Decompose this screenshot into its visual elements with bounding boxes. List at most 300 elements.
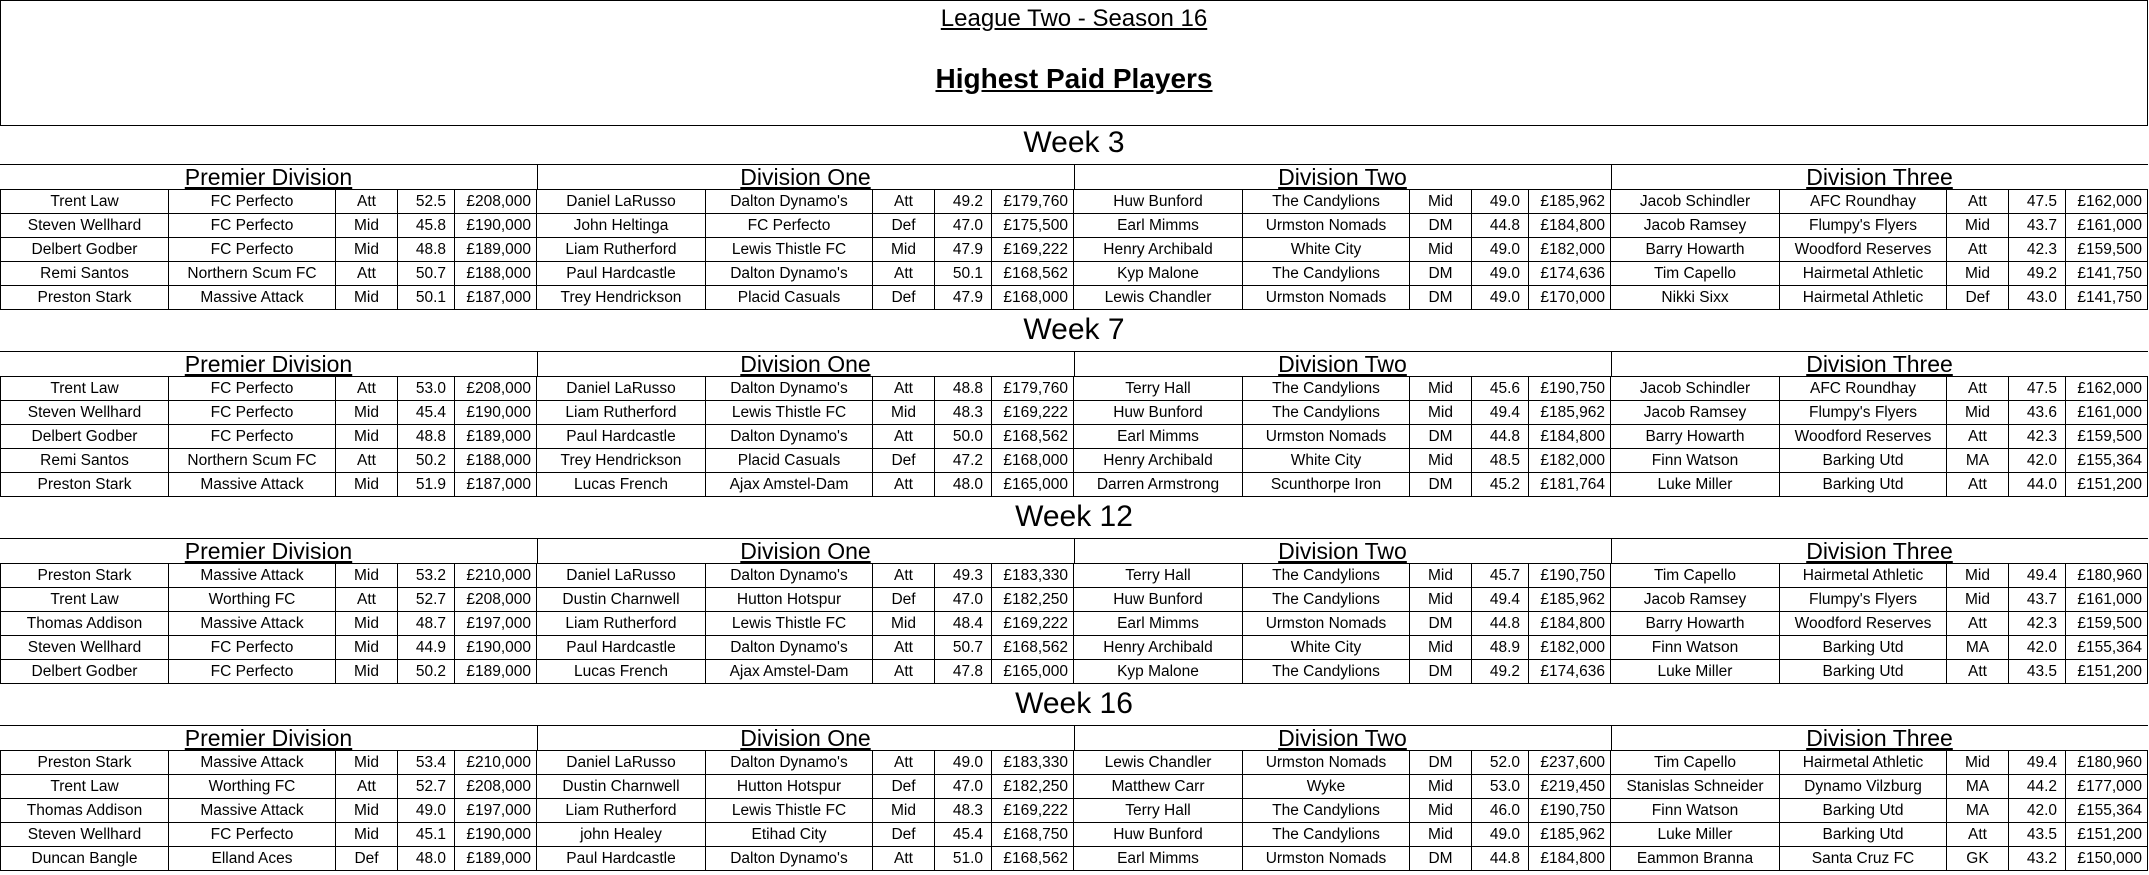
position: Att bbox=[336, 449, 398, 472]
player-name: Thomas Addison bbox=[0, 799, 169, 822]
rating: 44.8 bbox=[1472, 847, 1529, 870]
position: Def bbox=[873, 823, 935, 846]
position: Def bbox=[873, 588, 935, 611]
position: Att bbox=[1947, 190, 2009, 213]
wage: £188,000 bbox=[455, 262, 537, 285]
division-title-division-one: Division One bbox=[740, 351, 871, 377]
club-name: The Candylions bbox=[1243, 190, 1410, 213]
wage: £187,000 bbox=[455, 286, 537, 309]
club-name: Dalton Dynamo's bbox=[706, 262, 873, 285]
rating: 49.3 bbox=[935, 564, 992, 587]
player-name: Nikki Sixx bbox=[1611, 286, 1780, 309]
position: Mid bbox=[336, 238, 398, 261]
club-name: The Candylions bbox=[1243, 660, 1410, 683]
rating: 45.4 bbox=[935, 823, 992, 846]
wage: £182,000 bbox=[1529, 238, 1611, 261]
club-name: The Candylions bbox=[1243, 377, 1410, 400]
rating: 48.0 bbox=[398, 847, 455, 870]
division-title-premier-division: Premier Division bbox=[184, 538, 353, 564]
position: Att bbox=[873, 262, 935, 285]
wage: £184,800 bbox=[1529, 847, 1611, 870]
player-name: john Healey bbox=[537, 823, 706, 846]
player-name: Terry Hall bbox=[1074, 564, 1243, 587]
wage: £155,364 bbox=[2066, 799, 2148, 822]
club-name: FC Perfecto bbox=[169, 214, 336, 237]
club-name: Massive Attack bbox=[169, 564, 336, 587]
club-name: Dalton Dynamo's bbox=[706, 636, 873, 659]
division-divider bbox=[1074, 538, 1075, 564]
rating: 44.9 bbox=[398, 636, 455, 659]
rating: 43.0 bbox=[2009, 286, 2066, 309]
player-name: Dustin Charnwell bbox=[537, 775, 706, 798]
club-name: Hairmetal Athletic bbox=[1780, 262, 1947, 285]
wage: £169,222 bbox=[992, 612, 1074, 635]
club-name: Elland Aces bbox=[169, 847, 336, 870]
rating: 49.2 bbox=[2009, 262, 2066, 285]
player-name: Earl Mimms bbox=[1074, 847, 1243, 870]
table-row bbox=[0, 214, 2148, 238]
position: Att bbox=[336, 262, 398, 285]
player-name: Lucas French bbox=[537, 660, 706, 683]
position: Att bbox=[873, 847, 935, 870]
player-name: Huw Bunford bbox=[1074, 823, 1243, 846]
player-name: Huw Bunford bbox=[1074, 190, 1243, 213]
division-divider bbox=[1074, 725, 1075, 751]
division-title-premier-division: Premier Division bbox=[184, 351, 353, 377]
player-name: Thomas Addison bbox=[0, 612, 169, 635]
rating: 49.4 bbox=[1472, 588, 1529, 611]
player-name: Luke Miller bbox=[1611, 660, 1780, 683]
player-name: Trey Hendrickson bbox=[537, 286, 706, 309]
player-name: Jacob Schindler bbox=[1611, 190, 1780, 213]
rating: 48.3 bbox=[935, 799, 992, 822]
division-title-division-three: Division Three bbox=[1806, 725, 1953, 751]
position: Mid bbox=[1410, 823, 1472, 846]
club-name: Lewis Thistle FC bbox=[706, 612, 873, 635]
wage: £165,000 bbox=[992, 660, 1074, 683]
club-name: FC Perfecto bbox=[169, 377, 336, 400]
club-name: Placid Casuals bbox=[706, 286, 873, 309]
club-name: Hairmetal Athletic bbox=[1780, 751, 1947, 774]
wage: £185,962 bbox=[1529, 823, 1611, 846]
position: Mid bbox=[1947, 401, 2009, 424]
wage: £168,562 bbox=[992, 636, 1074, 659]
club-name: Massive Attack bbox=[169, 751, 336, 774]
player-name: Earl Mimms bbox=[1074, 214, 1243, 237]
week-heading: Week 7 bbox=[1023, 313, 1125, 346]
position: Mid bbox=[336, 636, 398, 659]
club-name: Wyke bbox=[1243, 775, 1410, 798]
position: Mid bbox=[336, 751, 398, 774]
rating: 53.2 bbox=[398, 564, 455, 587]
player-name: Barry Howarth bbox=[1611, 238, 1780, 261]
player-name: Terry Hall bbox=[1074, 377, 1243, 400]
position: Mid bbox=[1410, 377, 1472, 400]
position: Att bbox=[873, 660, 935, 683]
player-name: Liam Rutherford bbox=[537, 799, 706, 822]
table-row bbox=[0, 377, 2148, 401]
rating: 49.4 bbox=[1472, 401, 1529, 424]
wage: £155,364 bbox=[2066, 636, 2148, 659]
club-name: Ajax Amstel-Dam bbox=[706, 660, 873, 683]
wage: £182,250 bbox=[992, 775, 1074, 798]
player-name: Duncan Bangle bbox=[0, 847, 169, 870]
wage: £182,250 bbox=[992, 588, 1074, 611]
position: Mid bbox=[1410, 775, 1472, 798]
position: Mid bbox=[336, 286, 398, 309]
club-name: Barking Utd bbox=[1780, 636, 1947, 659]
player-name: Trent Law bbox=[0, 775, 169, 798]
player-name: Lewis Chandler bbox=[1074, 286, 1243, 309]
table-row bbox=[0, 612, 2148, 636]
wage: £161,000 bbox=[2066, 214, 2148, 237]
position: MA bbox=[1947, 636, 2009, 659]
club-name: Urmston Nomads bbox=[1243, 612, 1410, 635]
club-name: Hairmetal Athletic bbox=[1780, 564, 1947, 587]
division-title-division-two: Division Two bbox=[1278, 725, 1407, 751]
rating: 43.7 bbox=[2009, 214, 2066, 237]
club-name: Hairmetal Athletic bbox=[1780, 286, 1947, 309]
wage: £208,000 bbox=[455, 588, 537, 611]
rating: 42.0 bbox=[2009, 636, 2066, 659]
player-name: Daniel LaRusso bbox=[537, 377, 706, 400]
player-name: Lewis Chandler bbox=[1074, 751, 1243, 774]
division-divider bbox=[537, 725, 538, 751]
position: Att bbox=[336, 588, 398, 611]
wage: £190,000 bbox=[455, 636, 537, 659]
player-name: Paul Hardcastle bbox=[537, 262, 706, 285]
player-name: Daniel LaRusso bbox=[537, 751, 706, 774]
rating: 48.5 bbox=[1472, 449, 1529, 472]
position: Def bbox=[336, 847, 398, 870]
club-name: FC Perfecto bbox=[169, 401, 336, 424]
division-title-division-two: Division Two bbox=[1278, 538, 1407, 564]
position: MA bbox=[1947, 449, 2009, 472]
position: Mid bbox=[873, 799, 935, 822]
rating: 50.1 bbox=[935, 262, 992, 285]
rating: 51.0 bbox=[935, 847, 992, 870]
position: Mid bbox=[1947, 751, 2009, 774]
wage: £183,330 bbox=[992, 564, 1074, 587]
club-name: FC Perfecto bbox=[169, 660, 336, 683]
position: Mid bbox=[1410, 588, 1472, 611]
rating: 47.0 bbox=[935, 775, 992, 798]
wage: £190,750 bbox=[1529, 377, 1611, 400]
wage: £185,962 bbox=[1529, 401, 1611, 424]
wage: £169,222 bbox=[992, 799, 1074, 822]
player-name: Tim Capello bbox=[1611, 751, 1780, 774]
position: Att bbox=[336, 775, 398, 798]
rating: 43.5 bbox=[2009, 823, 2066, 846]
club-name: Dalton Dynamo's bbox=[706, 377, 873, 400]
position: Att bbox=[873, 425, 935, 448]
rating: 45.6 bbox=[1472, 377, 1529, 400]
player-name: Trent Law bbox=[0, 377, 169, 400]
player-name: Trent Law bbox=[0, 190, 169, 213]
club-name: AFC Roundhay bbox=[1780, 377, 1947, 400]
position: Att bbox=[873, 564, 935, 587]
rating: 51.9 bbox=[398, 473, 455, 496]
wage: £151,200 bbox=[2066, 823, 2148, 846]
rating: 44.8 bbox=[1472, 425, 1529, 448]
position: DM bbox=[1410, 473, 1472, 496]
wage: £189,000 bbox=[455, 425, 537, 448]
wage: £141,750 bbox=[2066, 286, 2148, 309]
club-name: The Candylions bbox=[1243, 799, 1410, 822]
club-name: Massive Attack bbox=[169, 799, 336, 822]
position: Mid bbox=[873, 612, 935, 635]
rating: 48.3 bbox=[935, 401, 992, 424]
player-name: Liam Rutherford bbox=[537, 238, 706, 261]
rating: 44.2 bbox=[2009, 775, 2066, 798]
player-name: Terry Hall bbox=[1074, 799, 1243, 822]
player-name: Trey Hendrickson bbox=[537, 449, 706, 472]
player-name: Tim Capello bbox=[1611, 564, 1780, 587]
rating: 53.0 bbox=[1472, 775, 1529, 798]
rating: 49.0 bbox=[1472, 190, 1529, 213]
player-name: Finn Watson bbox=[1611, 799, 1780, 822]
wage: £219,450 bbox=[1529, 775, 1611, 798]
rating: 52.5 bbox=[398, 190, 455, 213]
player-name: Tim Capello bbox=[1611, 262, 1780, 285]
club-name: Urmston Nomads bbox=[1243, 751, 1410, 774]
table-row bbox=[0, 473, 2148, 497]
club-name: Worthing FC bbox=[169, 775, 336, 798]
player-name: Delbert Godber bbox=[0, 660, 169, 683]
wage: £151,200 bbox=[2066, 660, 2148, 683]
position: Att bbox=[1947, 238, 2009, 261]
rating: 49.2 bbox=[1472, 660, 1529, 683]
position: Att bbox=[336, 377, 398, 400]
division-title-division-one: Division One bbox=[740, 164, 871, 190]
wage: £210,000 bbox=[455, 751, 537, 774]
club-name: Northern Scum FC bbox=[169, 449, 336, 472]
position: GK bbox=[1947, 847, 2009, 870]
position: MA bbox=[1947, 799, 2009, 822]
wage: £150,000 bbox=[2066, 847, 2148, 870]
player-name: Finn Watson bbox=[1611, 449, 1780, 472]
position: Def bbox=[873, 286, 935, 309]
league-title: League Two - Season 16 bbox=[940, 5, 1208, 32]
division-title-division-one: Division One bbox=[740, 538, 871, 564]
position: DM bbox=[1410, 262, 1472, 285]
position: Att bbox=[873, 751, 935, 774]
wage: £208,000 bbox=[455, 190, 537, 213]
rating: 42.3 bbox=[2009, 238, 2066, 261]
player-name: Huw Bunford bbox=[1074, 401, 1243, 424]
table-row bbox=[0, 401, 2148, 425]
wage: £165,000 bbox=[992, 473, 1074, 496]
position: DM bbox=[1410, 751, 1472, 774]
player-name: Finn Watson bbox=[1611, 636, 1780, 659]
player-name: Henry Archibald bbox=[1074, 449, 1243, 472]
wage: £190,750 bbox=[1529, 799, 1611, 822]
club-name: Hutton Hotspur bbox=[706, 775, 873, 798]
club-name: Hutton Hotspur bbox=[706, 588, 873, 611]
wage: £168,750 bbox=[992, 823, 1074, 846]
player-name: Liam Rutherford bbox=[537, 401, 706, 424]
table-row bbox=[0, 425, 2148, 449]
position: Mid bbox=[1947, 564, 2009, 587]
division-title-premier-division: Premier Division bbox=[184, 164, 353, 190]
player-name: Henry Archibald bbox=[1074, 636, 1243, 659]
position: Mid bbox=[1410, 636, 1472, 659]
rating: 42.3 bbox=[2009, 425, 2066, 448]
position: Att bbox=[336, 190, 398, 213]
player-name: Preston Stark bbox=[0, 564, 169, 587]
rating: 47.5 bbox=[2009, 190, 2066, 213]
position: Def bbox=[873, 214, 935, 237]
club-name: Dalton Dynamo's bbox=[706, 847, 873, 870]
wage: £188,000 bbox=[455, 449, 537, 472]
rating: 45.8 bbox=[398, 214, 455, 237]
page-title: Highest Paid Players bbox=[935, 63, 1213, 94]
rating: 49.0 bbox=[935, 751, 992, 774]
rating: 44.8 bbox=[1472, 214, 1529, 237]
division-divider bbox=[537, 538, 538, 564]
rating: 42.3 bbox=[2009, 612, 2066, 635]
wage: £141,750 bbox=[2066, 262, 2148, 285]
position: Att bbox=[1947, 377, 2009, 400]
player-name: Darren Armstrong bbox=[1074, 473, 1243, 496]
rating: 45.2 bbox=[1472, 473, 1529, 496]
wage: £183,330 bbox=[992, 751, 1074, 774]
division-divider bbox=[537, 164, 538, 190]
position: Mid bbox=[336, 823, 398, 846]
position: Mid bbox=[1410, 401, 1472, 424]
rating: 47.9 bbox=[935, 286, 992, 309]
rating: 50.7 bbox=[398, 262, 455, 285]
wage: £182,000 bbox=[1529, 636, 1611, 659]
wage: £210,000 bbox=[455, 564, 537, 587]
wage: £184,800 bbox=[1529, 425, 1611, 448]
club-name: Woodford Reserves bbox=[1780, 425, 1947, 448]
wage: £151,200 bbox=[2066, 473, 2148, 496]
club-name: The Candylions bbox=[1243, 564, 1410, 587]
table-row bbox=[0, 449, 2148, 473]
position: Def bbox=[1947, 286, 2009, 309]
club-name: Urmston Nomads bbox=[1243, 425, 1410, 448]
club-name: Worthing FC bbox=[169, 588, 336, 611]
club-name: Ajax Amstel-Dam bbox=[706, 473, 873, 496]
position: DM bbox=[1410, 847, 1472, 870]
wage: £181,764 bbox=[1529, 473, 1611, 496]
position: Mid bbox=[336, 799, 398, 822]
rating: 48.4 bbox=[935, 612, 992, 635]
position: DM bbox=[1410, 660, 1472, 683]
position: Mid bbox=[1410, 238, 1472, 261]
club-name: The Candylions bbox=[1243, 262, 1410, 285]
wage: £174,636 bbox=[1529, 660, 1611, 683]
player-name: Daniel LaRusso bbox=[537, 190, 706, 213]
wage: £161,000 bbox=[2066, 588, 2148, 611]
club-name: The Candylions bbox=[1243, 588, 1410, 611]
club-name: Barking Utd bbox=[1780, 449, 1947, 472]
rating: 45.7 bbox=[1472, 564, 1529, 587]
table-row bbox=[0, 238, 2148, 262]
rating: 43.2 bbox=[2009, 847, 2066, 870]
player-name: Huw Bunford bbox=[1074, 588, 1243, 611]
rating: 42.0 bbox=[2009, 449, 2066, 472]
club-name: Lewis Thistle FC bbox=[706, 401, 873, 424]
wage: £189,000 bbox=[455, 238, 537, 261]
player-name: Steven Wellhard bbox=[0, 214, 169, 237]
club-name: Placid Casuals bbox=[706, 449, 873, 472]
club-name: Dynamo Vilzburg bbox=[1780, 775, 1947, 798]
division-divider bbox=[1611, 164, 1612, 190]
sheet-header bbox=[0, 0, 2148, 126]
club-name: Barking Utd bbox=[1780, 660, 1947, 683]
player-name: Lucas French bbox=[537, 473, 706, 496]
player-name: Remi Santos bbox=[0, 449, 169, 472]
club-name: Woodford Reserves bbox=[1780, 238, 1947, 261]
rating: 50.0 bbox=[935, 425, 992, 448]
table-row bbox=[0, 751, 2148, 775]
position: Mid bbox=[873, 238, 935, 261]
wage: £184,800 bbox=[1529, 214, 1611, 237]
player-name: Barry Howarth bbox=[1611, 612, 1780, 635]
position: DM bbox=[1410, 425, 1472, 448]
rating: 49.4 bbox=[2009, 564, 2066, 587]
position: DM bbox=[1410, 286, 1472, 309]
player-name: Kyp Malone bbox=[1074, 660, 1243, 683]
table-row bbox=[0, 847, 2148, 871]
position: Att bbox=[873, 473, 935, 496]
wage: £168,562 bbox=[992, 847, 1074, 870]
wage: £168,562 bbox=[992, 425, 1074, 448]
club-name: Barking Utd bbox=[1780, 473, 1947, 496]
table-row bbox=[0, 286, 2148, 310]
wage: £175,500 bbox=[992, 214, 1074, 237]
club-name: Urmston Nomads bbox=[1243, 286, 1410, 309]
player-name: Luke Miller bbox=[1611, 823, 1780, 846]
wage: £179,760 bbox=[992, 190, 1074, 213]
rating: 52.0 bbox=[1472, 751, 1529, 774]
player-name: Preston Stark bbox=[0, 473, 169, 496]
division-title-division-three: Division Three bbox=[1806, 164, 1953, 190]
table-row bbox=[0, 775, 2148, 799]
division-title-division-three: Division Three bbox=[1806, 351, 1953, 377]
club-name: White City bbox=[1243, 636, 1410, 659]
player-name: Stanislas Schneider bbox=[1611, 775, 1780, 798]
position: DM bbox=[1410, 214, 1472, 237]
rating: 45.4 bbox=[398, 401, 455, 424]
player-name: Jacob Ramsey bbox=[1611, 401, 1780, 424]
week-heading: Week 16 bbox=[1015, 687, 1133, 720]
player-name: Jacob Ramsey bbox=[1611, 588, 1780, 611]
wage: £190,000 bbox=[455, 401, 537, 424]
player-name: Daniel LaRusso bbox=[537, 564, 706, 587]
rating: 46.0 bbox=[1472, 799, 1529, 822]
wage: £179,760 bbox=[992, 377, 1074, 400]
division-title-division-three: Division Three bbox=[1806, 538, 1953, 564]
player-name: Steven Wellhard bbox=[0, 823, 169, 846]
club-name: Urmston Nomads bbox=[1243, 214, 1410, 237]
club-name: FC Perfecto bbox=[169, 425, 336, 448]
division-title-division-two: Division Two bbox=[1278, 164, 1407, 190]
club-name: Dalton Dynamo's bbox=[706, 751, 873, 774]
position: Mid bbox=[1410, 190, 1472, 213]
position: Mid bbox=[336, 425, 398, 448]
rating: 49.0 bbox=[1472, 286, 1529, 309]
position: Mid bbox=[336, 214, 398, 237]
division-divider bbox=[1611, 725, 1612, 751]
rating: 48.7 bbox=[398, 612, 455, 635]
player-name: Steven Wellhard bbox=[0, 636, 169, 659]
table-row bbox=[0, 190, 2148, 214]
player-name: Preston Stark bbox=[0, 751, 169, 774]
division-divider bbox=[1074, 164, 1075, 190]
